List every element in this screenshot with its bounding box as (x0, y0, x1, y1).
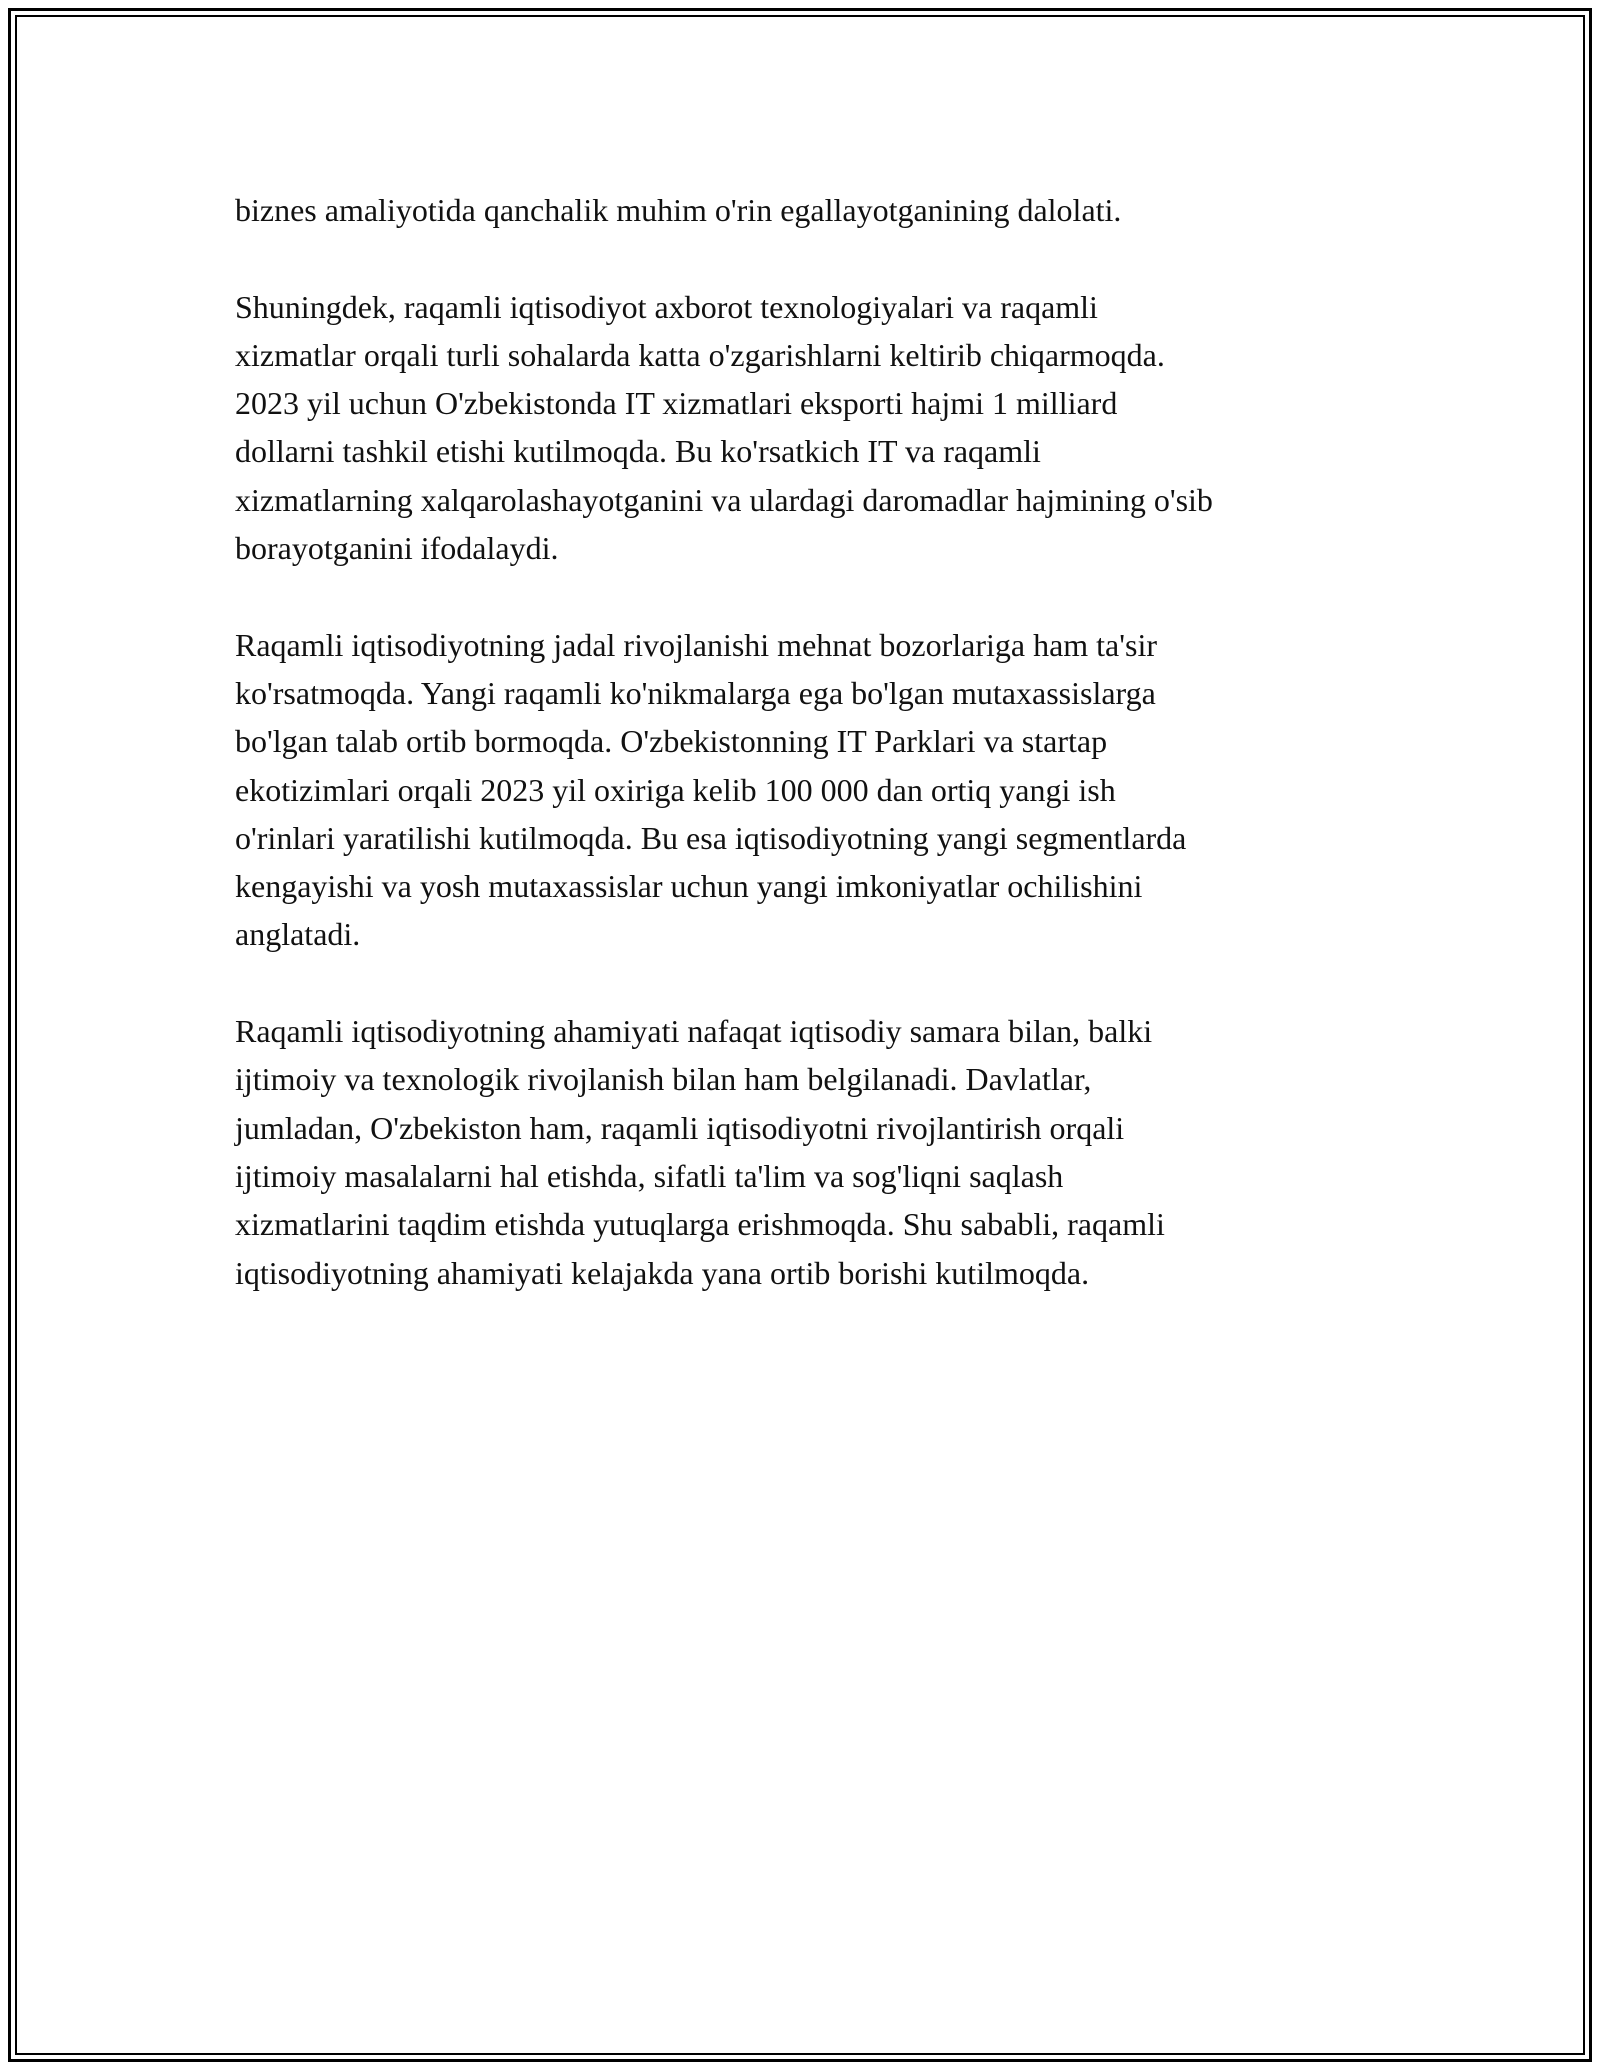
text-line: ijtimoiy va texnologik rivojlanish bilan ham belgilanadi. Davlatlar, (235, 1061, 1092, 1098)
paragraph-3 (235, 621, 1365, 959)
text-line: xizmatlarning xalqarolashayotganini va ulardagi daromadlar hajmining o'sib (235, 481, 1213, 518)
text-line: jumladan, O'zbekiston ham, raqamli iqtisodiyotni rivojlantirish orqali (235, 1109, 1125, 1146)
text-line: 2023 yil uchun O'zbekistonda IT xizmatlari eksporti hajmi 1 milliard (235, 385, 1118, 422)
document-body (235, 186, 1365, 1297)
paragraph-4 (235, 1007, 1365, 1297)
text-line: ekotizimlari orqali 2023 yil oxiriga kelib 100 000 dan ortiq yangi ish (235, 771, 1116, 808)
text-line: o'rinlari yaratilishi kutilmoqda. Bu esa iqtisodiyotning yangi segmentlarda (235, 819, 1187, 856)
text-line: iqtisodiyotning ahamiyati kelajakda yana ortib borishi kutilmoqda. (235, 1254, 1090, 1291)
text-line: kengayishi va yosh mutaxassislar uchun yangi imkoniyatlar ochilishini (235, 868, 1143, 905)
text-line: biznes amaliyotida qanchalik muhim o'rin egallayotganining dalolati. (235, 192, 1122, 228)
text-line: bo'lgan talab ortib bormoqda. O'zbekistonning IT Parklari va startap (235, 723, 1108, 760)
paragraph-2 (235, 283, 1365, 573)
paragraph-1 (235, 186, 1365, 234)
text-line: anglatadi. (235, 916, 361, 953)
text-line: Shuningdek, raqamli iqtisodiyot axborot texnologiyalari va raqamli (235, 288, 1098, 325)
text-line: dollarni tashkil etishi kutilmoqda. Bu ko'rsatkich IT va raqamli (235, 433, 1041, 470)
text-line: Raqamli iqtisodiyotning ahamiyati nafaqat iqtisodiy samara bilan, balki (235, 1013, 1153, 1050)
text-line: xizmatlar orqali turli sohalarda katta o'zgarishlarni keltirib chiqarmoqda. (235, 336, 1165, 373)
text-line: Raqamli iqtisodiyotning jadal rivojlanishi mehnat bozorlariga ham ta'sir (235, 626, 1158, 663)
text-line: borayotganini ifodalaydi. (235, 530, 559, 567)
text-line: xizmatlarini taqdim etishda yutuqlarga erishmoqda. Shu sababli, raqamli (235, 1206, 1165, 1243)
text-line: ko'rsatmoqda. Yangi raqamli ko'nikmalarga ega bo'lgan mutaxassislarga (235, 674, 1156, 711)
text-line: ijtimoiy masalalarni hal etishda, sifatli ta'lim va sog'liqni saqlash (235, 1157, 1064, 1194)
